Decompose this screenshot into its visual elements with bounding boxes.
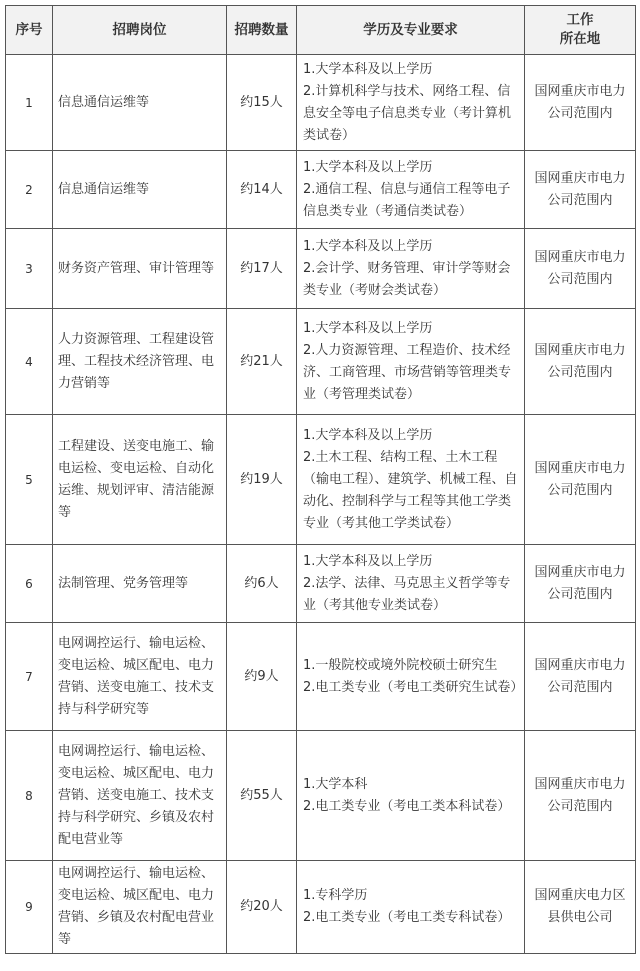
cell-no: 7: [6, 623, 53, 731]
requirement-line: 1.大学本科及以上学历: [303, 553, 433, 569]
cell-requirement: [297, 861, 525, 954]
cell-requirement: [297, 309, 525, 415]
table-row: [6, 55, 636, 151]
requirement-line: 1.一般院校或境外院校硕士研究生: [303, 657, 498, 673]
cell-count: 约20人: [227, 861, 297, 954]
requirement-line: 2.电工类专业（考电工类本科试卷）: [303, 798, 511, 814]
cell-requirement: [297, 55, 525, 151]
cell-position: 财务资产管理、审计管理等: [53, 229, 227, 309]
recruitment-table: [5, 5, 636, 954]
cell-count: 约17人: [227, 229, 297, 309]
requirement-line: 2.电工类专业（考电工类研究生试卷）: [303, 679, 524, 695]
cell-location: 国网重庆市电力公司范围内: [525, 151, 636, 229]
cell-requirement: [297, 151, 525, 229]
cell-count: 约9人: [227, 623, 297, 731]
cell-count: 约55人: [227, 731, 297, 861]
cell-requirement: [297, 623, 525, 731]
cell-position: 人力资源管理、工程建设管理、工程技术经济管理、电力营销等: [53, 309, 227, 415]
cell-count: 约6人: [227, 545, 297, 623]
requirement-line: 1.大学本科及以上学历: [303, 61, 433, 77]
cell-count: 约14人: [227, 151, 297, 229]
cell-position: 信息通信运维等: [53, 55, 227, 151]
table-row: [6, 731, 636, 861]
cell-location: 国网重庆市电力公司范围内: [525, 731, 636, 861]
requirement-line: 1.大学本科及以上学历: [303, 238, 433, 254]
table-row: [6, 151, 636, 229]
cell-position: 法制管理、党务管理等: [53, 545, 227, 623]
cell-no: 6: [6, 545, 53, 623]
cell-location: 国网重庆电力区县供电公司: [525, 861, 636, 954]
table-row: [6, 861, 636, 954]
requirement-line: 1.专科学历: [303, 888, 368, 903]
requirement-line: 2.电工类专业（考电工类专科试卷）: [303, 910, 511, 925]
requirement-line: 2.法学、法律、马克思主义哲学等专业（考其他专业类试卷）: [303, 575, 511, 613]
cell-requirement: [297, 229, 525, 309]
cell-position: 电网调控运行、输电运检、变电运检、城区配电、电力营销、送变电施工、技术支持与科学研究等: [53, 623, 227, 731]
requirement-line: 2.通信工程、信息与通信工程等电子信息类专业（考通信类试卷）: [303, 181, 511, 219]
cell-no: 1: [6, 55, 53, 151]
table-row: [6, 623, 636, 731]
cell-requirement: [297, 731, 525, 861]
cell-count: 约21人: [227, 309, 297, 415]
header-count: 招聘数量: [227, 6, 297, 55]
header-location-line2: 所在地: [559, 31, 601, 47]
requirement-line: 2.土木工程、结构工程、土木工程（输电工程）、建筑学、机械工程、自动化、控制科学与工程等其他工学类专业（考其他工学类试卷）: [303, 449, 518, 531]
table-row: [6, 309, 636, 415]
header-requirement: 学历及专业要求: [297, 6, 525, 55]
requirement-line: 2.计算机科学与技术、网络工程、信息安全等电子信息类专业（考计算机类试卷）: [303, 83, 512, 143]
cell-count: 约19人: [227, 415, 297, 545]
cell-position: 信息通信运维等: [53, 151, 227, 229]
cell-requirement: [297, 545, 525, 623]
requirement-line: 1.大学本科及以上学历: [303, 159, 433, 175]
cell-count: 约15人: [227, 55, 297, 151]
cell-no: 2: [6, 151, 53, 229]
table-row: [6, 545, 636, 623]
header-location: [525, 6, 636, 55]
table-row: [6, 415, 636, 545]
cell-no: 9: [6, 861, 53, 954]
header-no: 序号: [6, 6, 53, 55]
cell-requirement: [297, 415, 525, 545]
cell-position: 电网调控运行、输电运检、变电运检、城区配电、电力营销、送变电施工、技术支持与科学研究、乡镇及农村配电营业等: [53, 731, 227, 861]
header-location-line1: 工作: [566, 12, 594, 28]
recruitment-table-container: [5, 5, 635, 954]
cell-location: 国网重庆市电力公司范围内: [525, 415, 636, 545]
requirement-line: 1.大学本科及以上学历: [303, 427, 433, 443]
requirement-line: 1.大学本科: [303, 776, 368, 792]
requirement-line: 2.人力资源管理、工程造价、技术经济、工商管理、市场营销等管理类专业（考管理类试卷）: [303, 342, 512, 402]
cell-location: 国网重庆市电力公司范围内: [525, 309, 636, 415]
cell-location: 国网重庆市电力公司范围内: [525, 623, 636, 731]
cell-no: 5: [6, 415, 53, 545]
header-row: [6, 6, 636, 55]
cell-location: 国网重庆市电力公司范围内: [525, 545, 636, 623]
cell-no: 4: [6, 309, 53, 415]
cell-position: 工程建设、送变电施工、输电运检、变电运检、自动化运维、规划评审、清洁能源等: [53, 415, 227, 545]
requirement-line: 2.会计学、财务管理、审计学等财会类专业（考财会类试卷）: [303, 260, 511, 298]
header-position: 招聘岗位: [53, 6, 227, 55]
cell-location: 国网重庆市电力公司范围内: [525, 55, 636, 151]
cell-no: 8: [6, 731, 53, 861]
cell-no: 3: [6, 229, 53, 309]
requirement-line: 1.大学本科及以上学历: [303, 320, 433, 336]
table-row: [6, 229, 636, 309]
cell-position: 电网调控运行、输电运检、变电运检、城区配电、电力营销、乡镇及农村配电营业等: [53, 861, 227, 954]
cell-location: 国网重庆市电力公司范围内: [525, 229, 636, 309]
